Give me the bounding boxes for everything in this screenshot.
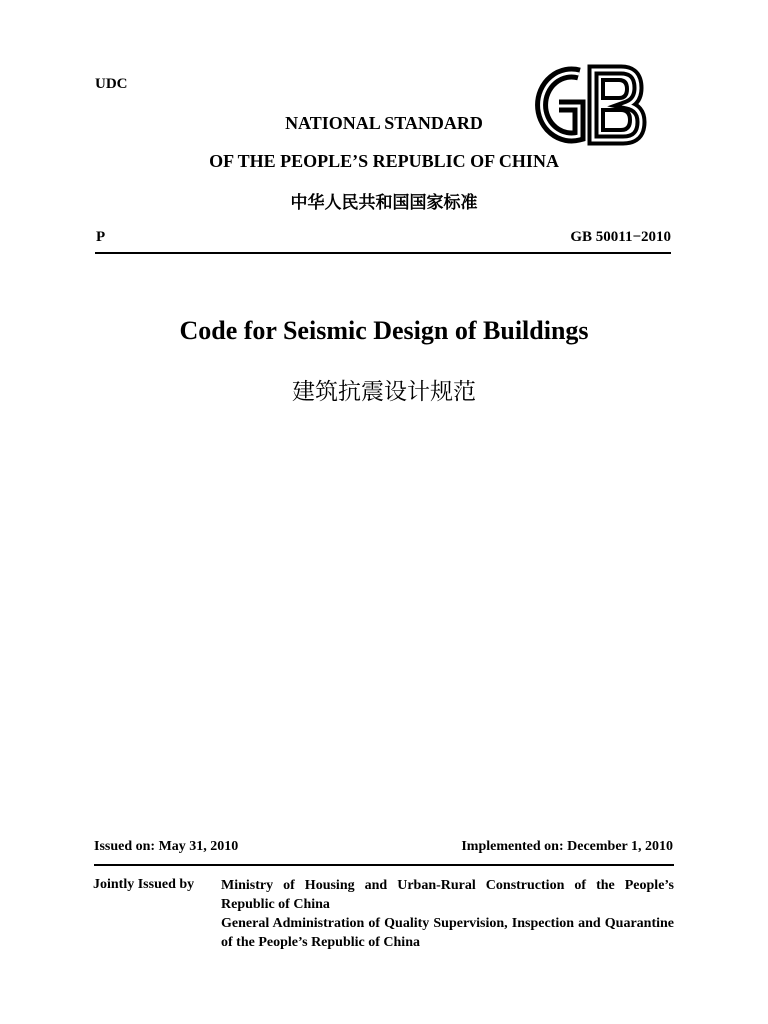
issuer-ministry: Ministry of Housing and Urban-Rural Construction of the People’s Republic of China <box>221 878 674 912</box>
udc-label: UDC <box>95 76 128 92</box>
classification-code: P <box>96 229 106 245</box>
jointly-issued-label: Jointly Issued by <box>93 877 195 892</box>
document-title-en: Code for Seismic Design of Buildings <box>179 316 589 345</box>
document-title-zh: 建筑抗震设计规范 <box>292 379 476 405</box>
implemented-date: Implemented on: December 1, 2010 <box>461 839 673 854</box>
standard-number: GB 50011−2010 <box>570 229 671 245</box>
issued-date: Issued on: May 31, 2010 <box>94 839 239 854</box>
standard-title-line2: OF THE PEOPLE’S REPUBLIC OF CHINA <box>209 151 559 171</box>
standard-title-zh: 中华人民共和国国家标准 <box>290 193 478 213</box>
header-divider <box>95 252 671 254</box>
footer-divider <box>94 864 674 866</box>
standard-title-line1: NATIONAL STANDARD <box>285 113 483 133</box>
issuer-aqsiq: General Administration of Quality Supervision, Inspection and Quarantine of the People’s Republic of China <box>221 916 674 950</box>
